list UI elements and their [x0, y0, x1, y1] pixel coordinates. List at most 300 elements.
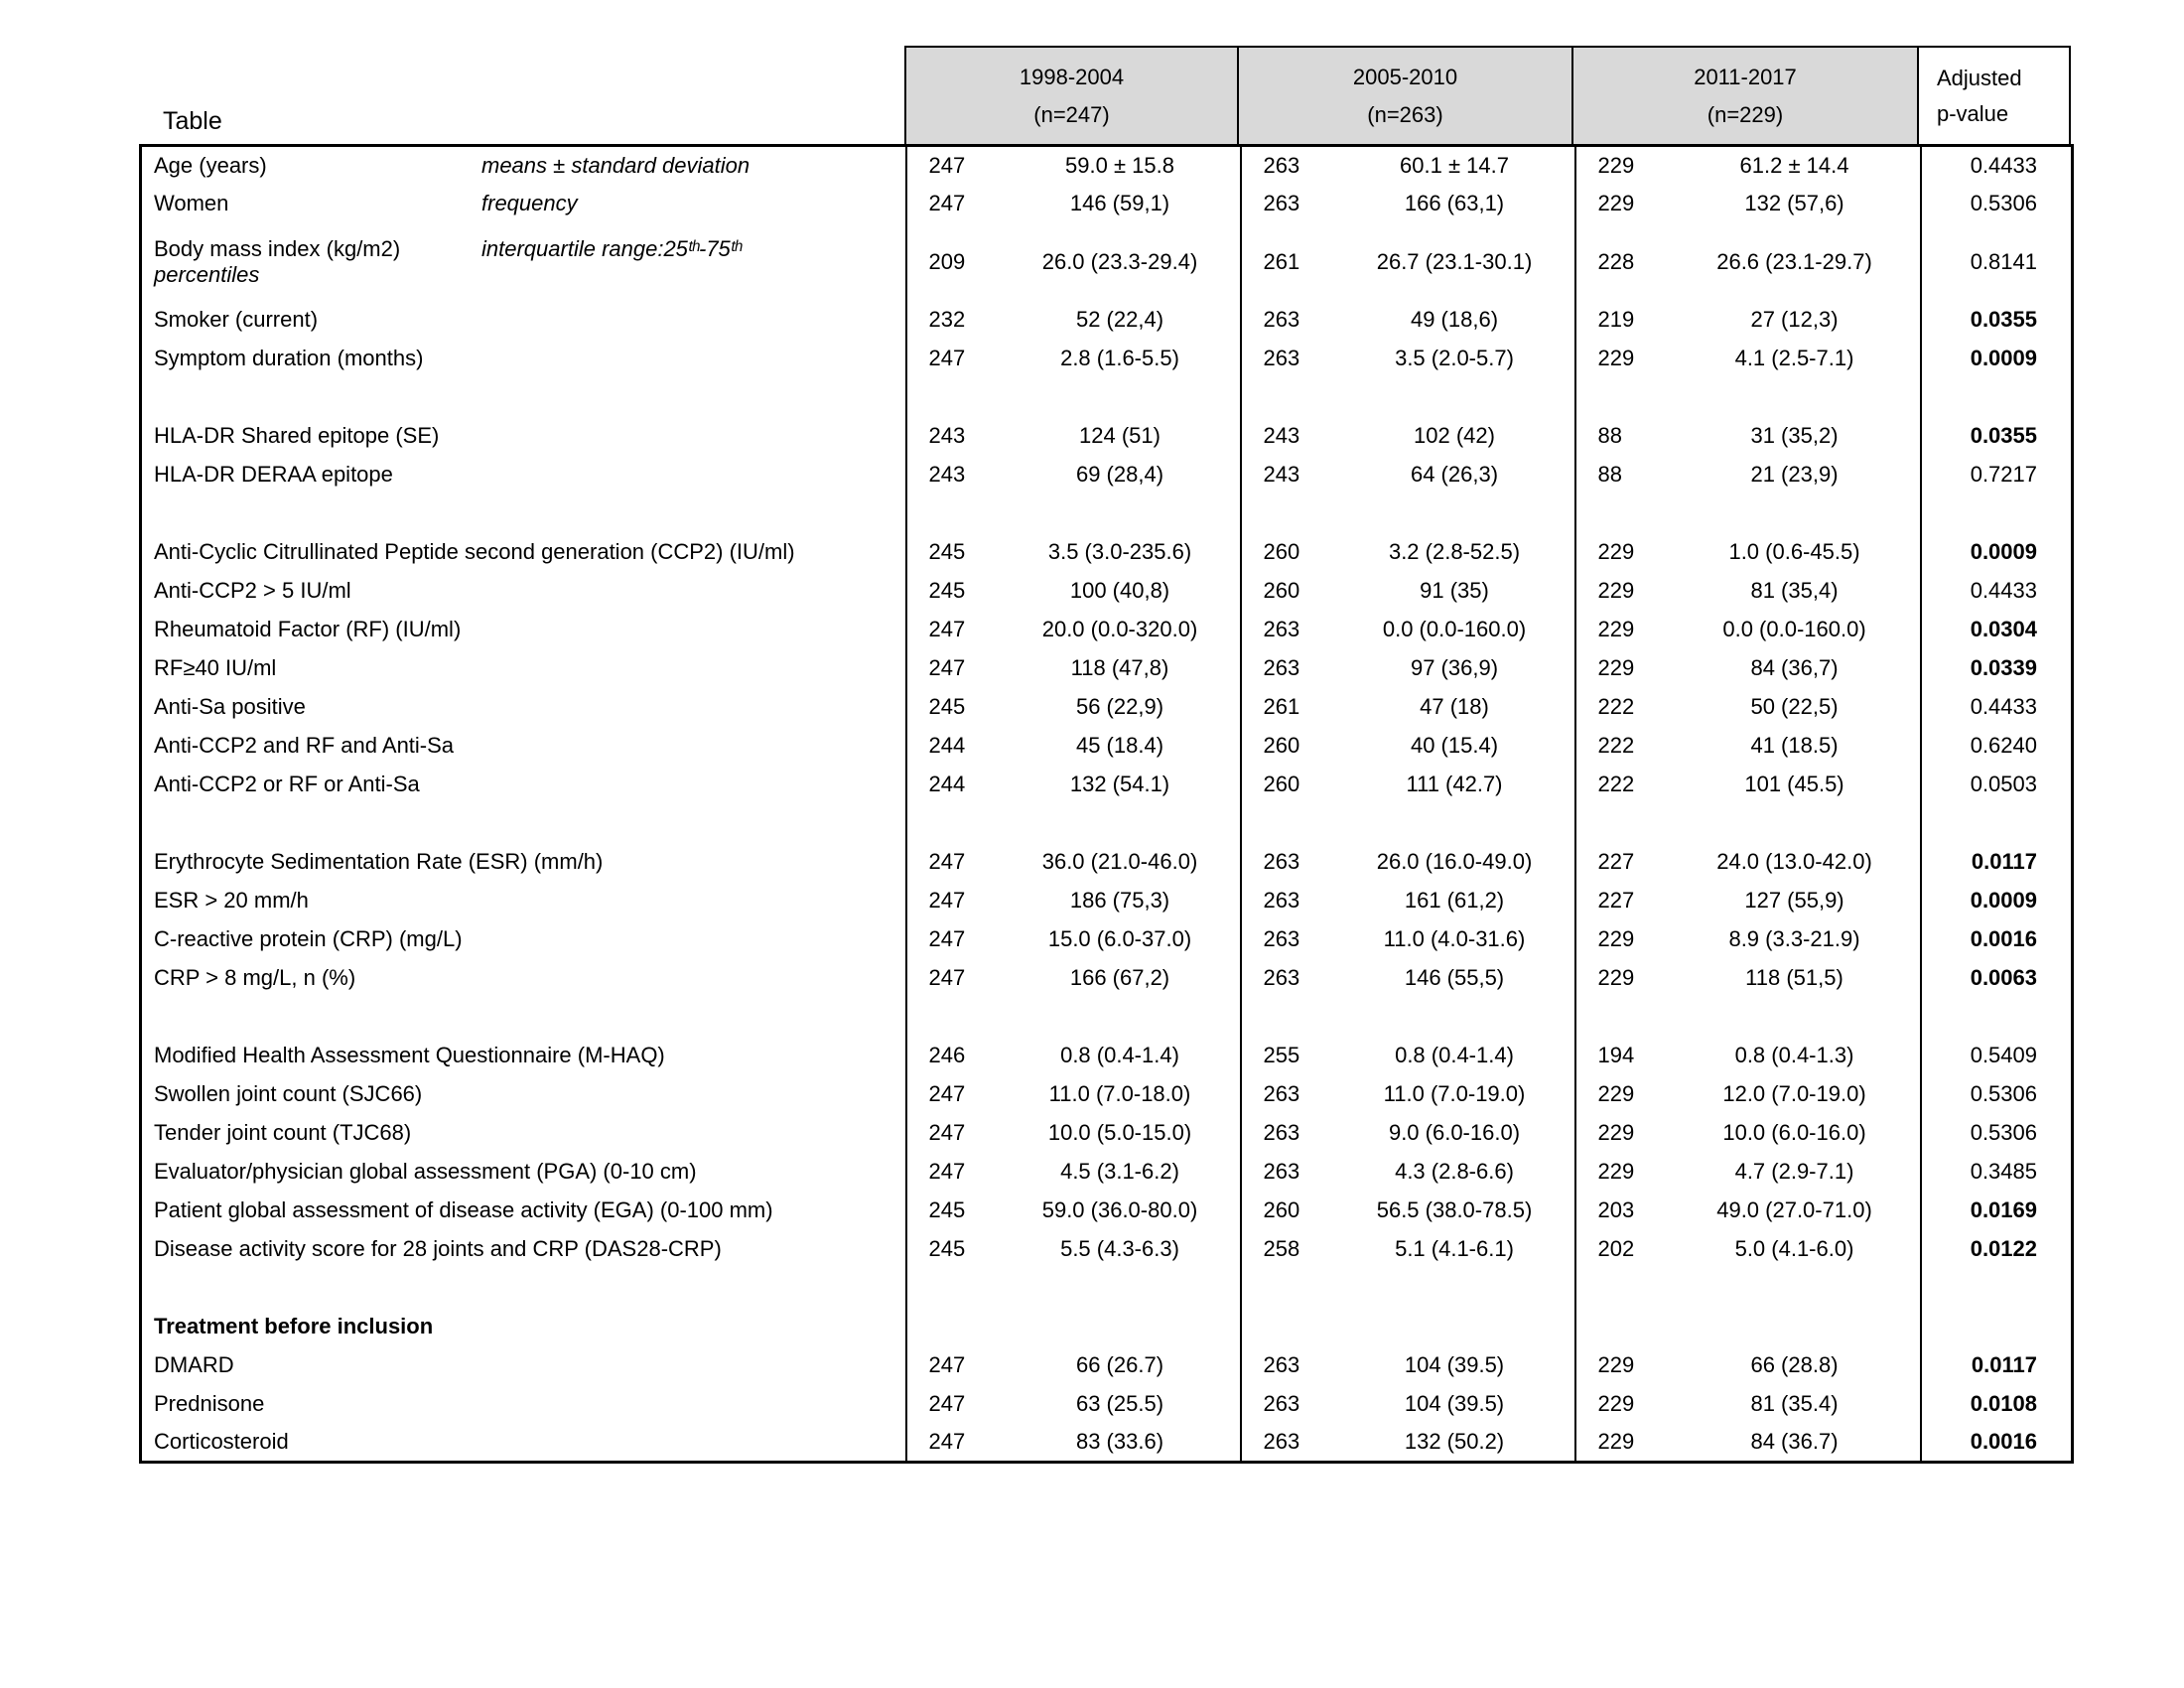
table-row — [141, 611, 2073, 649]
p-value-cell — [1921, 1269, 2073, 1308]
p-value-cell: 0.0122 — [1970, 1236, 2037, 1261]
p-value-cell — [1921, 378, 2073, 417]
value-cell: 127 (55,9) — [1670, 882, 1921, 920]
table-row — [141, 649, 2073, 688]
period-range: 2011-2017 — [1694, 64, 1797, 89]
value-cell: 101 (45.5) — [1670, 766, 1921, 804]
value-cell — [1335, 1308, 1575, 1346]
value-cell: 91 (35) — [1335, 572, 1575, 611]
n-count-cell: 194 — [1597, 1043, 1635, 1067]
n-count-cell — [1575, 804, 1670, 843]
n-count-cell: 88 — [1597, 423, 1622, 448]
n-count-cell — [1575, 378, 1670, 417]
n-count-cell: 244 — [928, 733, 966, 758]
n-count-cell — [1575, 494, 1670, 533]
row-label-cell — [141, 1153, 906, 1192]
spacer-row — [141, 1269, 2073, 1308]
n-count-cell: 243 — [928, 462, 966, 487]
value-cell — [1335, 494, 1575, 533]
table-row — [141, 223, 2073, 301]
value-cell — [1670, 998, 1921, 1037]
row-label-cell — [141, 1385, 906, 1424]
p-value-cell: 0.0117 — [1971, 849, 2037, 874]
value-cell: 83 (33.6) — [1001, 1424, 1241, 1463]
n-count-cell: 227 — [1597, 849, 1635, 874]
table-row — [141, 1075, 2073, 1114]
table-row — [141, 572, 2073, 611]
row-label: CRP > 8 mg/L, n (%) — [154, 965, 356, 990]
n-count-cell: 229 — [1597, 926, 1635, 951]
value-cell: 10.0 (6.0-16.0) — [1670, 1114, 1921, 1153]
value-cell — [1001, 494, 1241, 533]
n-count-cell: 260 — [1263, 772, 1300, 796]
value-cell: 3.2 (2.8-52.5) — [1335, 533, 1575, 572]
n-count-cell — [1575, 1269, 1670, 1308]
n-count-cell: 247 — [928, 152, 966, 178]
value-cell: 4.3 (2.8-6.6) — [1335, 1153, 1575, 1192]
period-n: (n=229) — [1706, 101, 1784, 127]
row-label: Anti-CCP2 > 5 IU/ml — [154, 578, 351, 603]
row-label-cell — [141, 1230, 906, 1269]
table-row — [141, 340, 2073, 378]
n-count-cell: 247 — [928, 1159, 966, 1184]
value-cell: 0.8 (0.4-1.3) — [1670, 1037, 1921, 1075]
value-cell: 11.0 (4.0-31.6) — [1335, 920, 1575, 959]
spacer-row — [141, 998, 2073, 1037]
value-cell: 4.1 (2.5-7.1) — [1670, 340, 1921, 378]
table-row — [141, 456, 2073, 494]
n-count-cell: 260 — [1263, 539, 1300, 564]
value-cell — [1670, 804, 1921, 843]
n-count-cell: 229 — [1597, 1081, 1635, 1106]
n-count-cell: 245 — [928, 539, 966, 564]
stat-descriptor: frequency — [481, 191, 578, 215]
row-label-cell — [141, 611, 906, 649]
p-value-cell: 0.4433 — [1970, 694, 2037, 719]
n-count-cell: 245 — [928, 578, 966, 603]
table-header — [139, 46, 2071, 144]
n-count-cell: 258 — [1263, 1236, 1300, 1261]
value-cell: 8.9 (3.3-21.9) — [1670, 920, 1921, 959]
n-count-cell: 229 — [1597, 578, 1635, 603]
n-count-cell: 260 — [1263, 733, 1300, 758]
value-cell: 56.5 (38.0-78.5) — [1335, 1192, 1575, 1230]
table-row — [141, 688, 2073, 727]
n-count-cell: 247 — [928, 617, 966, 641]
table-row — [141, 959, 2073, 998]
value-cell: 36.0 (21.0-46.0) — [1001, 843, 1241, 882]
row-label: RF≥40 IU/ml — [154, 655, 277, 680]
value-cell: 0.8 (0.4-1.4) — [1001, 1037, 1241, 1075]
period-n: (n=247) — [1033, 101, 1110, 127]
p-value-cell: 0.0339 — [1970, 655, 2037, 680]
row-label: Symptom duration (months) — [154, 346, 424, 370]
period-header-2011-2017 — [1573, 46, 1919, 144]
row-label-cell — [141, 1308, 906, 1346]
p-value-cell: 0.0063 — [1970, 965, 2037, 990]
row-label: HLA-DR Shared epitope (SE) — [154, 423, 440, 448]
value-cell: 1.0 (0.6-45.5) — [1670, 533, 1921, 572]
value-cell: 102 (42) — [1335, 417, 1575, 456]
n-count-cell: 209 — [928, 248, 966, 274]
period-header-2005-2010 — [1239, 46, 1573, 144]
value-cell: 81 (35,4) — [1670, 572, 1921, 611]
row-label: Age (years) — [154, 152, 267, 178]
row-label-cell — [141, 378, 906, 417]
value-cell: 146 (55,5) — [1335, 959, 1575, 998]
value-cell: 166 (67,2) — [1001, 959, 1241, 998]
p-value-cell: 0.0009 — [1970, 346, 2037, 370]
n-count-cell: 245 — [928, 1197, 966, 1222]
value-cell — [1670, 378, 1921, 417]
table-row — [141, 417, 2073, 456]
p-value-cell: 0.3485 — [1970, 1159, 2037, 1184]
p-value-cell: 0.0304 — [1970, 617, 2037, 641]
value-cell: 47 (18) — [1335, 688, 1575, 727]
row-label-cell — [141, 301, 906, 340]
n-count-cell: 263 — [1263, 888, 1300, 913]
stat-descriptor: interquartile range:25ᵗʰ-75ᵗʰ — [481, 235, 742, 261]
table-row — [141, 301, 2073, 340]
value-cell: 69 (28,4) — [1001, 456, 1241, 494]
row-label-cell — [141, 804, 906, 843]
value-cell — [1670, 1308, 1921, 1346]
row-label: Rheumatoid Factor (RF) (IU/ml) — [154, 617, 462, 641]
value-cell: 61.2 ± 14.4 — [1670, 146, 1921, 185]
row-label-cell — [141, 1424, 906, 1463]
value-cell — [1001, 804, 1241, 843]
pvalue-header-line1: Adjusted — [1937, 65, 2022, 90]
n-count-cell: 229 — [1597, 346, 1635, 370]
n-count-cell: 247 — [928, 926, 966, 951]
value-cell: 84 (36,7) — [1670, 649, 1921, 688]
value-cell: 97 (36,9) — [1335, 649, 1575, 688]
table-row — [141, 185, 2073, 223]
row-label: Anti-CCP2 or RF or Anti-Sa — [154, 772, 420, 796]
n-count-cell: 247 — [928, 1352, 966, 1377]
table-row — [141, 882, 2073, 920]
p-value-cell: 0.6240 — [1970, 733, 2037, 758]
row-label: Treatment before inclusion — [154, 1314, 434, 1338]
value-cell: 124 (51) — [1001, 417, 1241, 456]
section-row — [141, 1308, 2073, 1346]
n-count-cell: 263 — [1263, 655, 1300, 680]
n-count-cell: 222 — [1597, 772, 1635, 796]
value-cell — [1670, 494, 1921, 533]
row-label: Anti-CCP2 and RF and Anti-Sa — [154, 733, 455, 758]
p-value-cell — [1921, 494, 2073, 533]
n-count-cell: 229 — [1597, 1391, 1635, 1416]
row-label: Corticosteroid — [154, 1429, 289, 1455]
value-cell: 5.0 (4.1-6.0) — [1670, 1230, 1921, 1269]
value-cell: 24.0 (13.0-42.0) — [1670, 843, 1921, 882]
row-label: Smoker (current) — [154, 307, 319, 332]
p-value-cell: 0.7217 — [1970, 462, 2037, 487]
row-label: Evaluator/physician global assessment (PGA) (0-10 cm) — [154, 1159, 697, 1184]
n-count-cell: 228 — [1597, 248, 1635, 274]
row-label: Women — [154, 191, 229, 215]
p-value-cell: 0.5306 — [1970, 1081, 2037, 1106]
value-cell: 118 (47,8) — [1001, 649, 1241, 688]
p-value-cell: 0.0009 — [1970, 888, 2037, 913]
value-cell: 15.0 (6.0-37.0) — [1001, 920, 1241, 959]
row-label: Swollen joint count (SJC66) — [154, 1081, 423, 1106]
n-count-cell: 229 — [1597, 152, 1635, 178]
n-count-cell: 263 — [1263, 1120, 1300, 1145]
row-label-cell — [141, 688, 906, 727]
p-value-cell: 0.0169 — [1970, 1197, 2037, 1222]
table-title: Table — [163, 107, 222, 135]
value-cell: 12.0 (7.0-19.0) — [1670, 1075, 1921, 1114]
row-label-cell — [141, 1192, 906, 1230]
value-cell: 104 (39.5) — [1335, 1385, 1575, 1424]
table-row — [141, 533, 2073, 572]
value-cell: 56 (22,9) — [1001, 688, 1241, 727]
row-label: DMARD — [154, 1352, 234, 1377]
value-cell: 132 (54.1) — [1001, 766, 1241, 804]
row-label-cell — [141, 1269, 906, 1308]
n-count-cell: 247 — [928, 1081, 966, 1106]
row-label: HLA-DR DERAA epitope — [154, 462, 393, 487]
row-label-cell — [141, 572, 906, 611]
n-count-cell: 229 — [1597, 655, 1635, 680]
row-label-cell — [141, 843, 906, 882]
n-count-cell: 247 — [928, 965, 966, 990]
table-row — [141, 920, 2073, 959]
n-count-cell: 244 — [928, 772, 966, 796]
n-count-cell — [906, 494, 1001, 533]
n-count-cell: 263 — [1263, 1159, 1300, 1184]
value-cell: 63 (25.5) — [1001, 1385, 1241, 1424]
spacer-row — [141, 378, 2073, 417]
n-count-cell: 227 — [1597, 888, 1635, 913]
n-count-cell: 222 — [1597, 733, 1635, 758]
value-cell: 2.8 (1.6-5.5) — [1001, 340, 1241, 378]
p-value-cell: 0.0355 — [1970, 307, 2037, 332]
value-cell — [1335, 378, 1575, 417]
row-label-cell — [141, 417, 906, 456]
n-count-cell: 243 — [1263, 462, 1300, 487]
n-count-cell — [1575, 998, 1670, 1037]
table-row — [141, 1037, 2073, 1075]
n-count-cell — [906, 378, 1001, 417]
period-header-1998-2004 — [904, 46, 1239, 144]
row-label-cell — [141, 959, 906, 998]
p-value-cell — [1921, 1308, 2073, 1346]
row-label-cell — [141, 494, 906, 533]
n-count-cell: 263 — [1263, 346, 1300, 370]
value-cell — [1001, 378, 1241, 417]
row-label: Prednisone — [154, 1391, 265, 1416]
row-label: Body mass index (kg/m2) — [154, 235, 401, 261]
p-value-cell: 0.5306 — [1970, 191, 2037, 215]
table-row — [141, 1153, 2073, 1192]
n-count-cell — [1241, 804, 1335, 843]
n-count-cell: 222 — [1597, 694, 1635, 719]
n-count-cell: 203 — [1597, 1197, 1635, 1222]
period-range: 1998-2004 — [1019, 64, 1125, 89]
p-value-cell: 0.0108 — [1970, 1391, 2037, 1416]
n-count-cell: 255 — [1263, 1043, 1300, 1067]
n-count-cell: 88 — [1597, 462, 1622, 487]
n-count-cell: 243 — [1263, 423, 1300, 448]
n-count-cell — [906, 804, 1001, 843]
value-cell: 3.5 (2.0-5.7) — [1335, 340, 1575, 378]
row-label-cell — [141, 882, 906, 920]
n-count-cell: 229 — [1597, 539, 1635, 564]
p-value-cell: 0.0016 — [1970, 926, 2037, 951]
p-value-cell — [1921, 998, 2073, 1037]
value-cell: 5.1 (4.1-6.1) — [1335, 1230, 1575, 1269]
value-cell: 146 (59,1) — [1001, 185, 1241, 223]
n-count-cell: 245 — [928, 694, 966, 719]
value-cell: 118 (51,5) — [1670, 959, 1921, 998]
p-value-cell: 0.0355 — [1970, 423, 2037, 448]
row-label-cell — [141, 1114, 906, 1153]
p-value-cell: 0.4433 — [1970, 152, 2037, 178]
p-value-cell: 0.0009 — [1970, 539, 2037, 564]
row-label-cell — [141, 1346, 906, 1385]
n-count-cell: 261 — [1263, 248, 1300, 274]
n-count-cell: 246 — [928, 1043, 966, 1067]
value-cell: 21 (23,9) — [1670, 456, 1921, 494]
n-count-cell: 247 — [928, 346, 966, 370]
pvalue-column-header — [1919, 46, 2071, 144]
n-count-cell — [906, 998, 1001, 1037]
p-value-cell: 0.0117 — [1971, 1352, 2037, 1377]
n-count-cell: 247 — [928, 1391, 966, 1416]
value-cell: 26.0 (23.3-29.4) — [1001, 223, 1241, 301]
value-cell — [1670, 1269, 1921, 1308]
n-count-cell — [906, 1308, 1001, 1346]
value-cell: 26.7 (23.1-30.1) — [1335, 223, 1575, 301]
n-count-cell — [1241, 1308, 1335, 1346]
value-cell: 20.0 (0.0-320.0) — [1001, 611, 1241, 649]
value-cell — [1335, 804, 1575, 843]
row-label: Tender joint count (TJC68) — [154, 1120, 412, 1145]
p-value-cell: 0.5409 — [1970, 1043, 2037, 1067]
value-cell: 3.5 (3.0-235.6) — [1001, 533, 1241, 572]
value-cell: 84 (36.7) — [1670, 1424, 1921, 1463]
value-cell: 11.0 (7.0-18.0) — [1001, 1075, 1241, 1114]
n-count-cell: 229 — [1597, 191, 1635, 215]
value-cell: 45 (18.4) — [1001, 727, 1241, 766]
value-cell: 10.0 (5.0-15.0) — [1001, 1114, 1241, 1153]
value-cell: 9.0 (6.0-16.0) — [1335, 1114, 1575, 1153]
n-count-cell: 229 — [1597, 617, 1635, 641]
spacer-row — [141, 494, 2073, 533]
n-count-cell: 247 — [928, 191, 966, 215]
n-count-cell: 263 — [1263, 965, 1300, 990]
value-cell: 132 (57,6) — [1670, 185, 1921, 223]
n-count-cell: 263 — [1263, 849, 1300, 874]
row-label-cell — [141, 340, 906, 378]
row-label: ESR > 20 mm/h — [154, 888, 309, 913]
row-label-cell — [141, 920, 906, 959]
value-cell: 166 (63,1) — [1335, 185, 1575, 223]
n-count-cell: 247 — [928, 1120, 966, 1145]
value-cell: 161 (61,2) — [1335, 882, 1575, 920]
table-row — [141, 1114, 2073, 1153]
row-label: Patient global assessment of disease activity (EGA) (0-100 mm) — [154, 1197, 773, 1222]
value-cell: 49.0 (27.0-71.0) — [1670, 1192, 1921, 1230]
row-label-cell — [141, 766, 906, 804]
value-cell: 41 (18.5) — [1670, 727, 1921, 766]
n-count-cell: 247 — [928, 849, 966, 874]
row-label: Anti-Cyclic Citrullinated Peptide second generation (CCP2) (IU/ml) — [154, 539, 795, 564]
n-count-cell: 263 — [1263, 307, 1300, 332]
value-cell: 0.0 (0.0-160.0) — [1670, 611, 1921, 649]
value-cell: 100 (40,8) — [1001, 572, 1241, 611]
value-cell: 4.7 (2.9-7.1) — [1670, 1153, 1921, 1192]
n-count-cell — [1241, 998, 1335, 1037]
period-range: 2005-2010 — [1352, 64, 1458, 89]
value-cell: 81 (35.4) — [1670, 1385, 1921, 1424]
n-count-cell: 263 — [1263, 152, 1300, 178]
table-row — [141, 146, 2073, 185]
value-cell: 59.0 ± 15.8 — [1001, 146, 1241, 185]
n-count-cell: 243 — [928, 423, 966, 448]
stat-descriptor: means ± standard deviation — [481, 152, 751, 178]
row-label-cell — [141, 1075, 906, 1114]
table-row — [141, 1230, 2073, 1269]
table-row — [141, 1346, 2073, 1385]
value-cell: 64 (26,3) — [1335, 456, 1575, 494]
value-cell: 66 (28.8) — [1670, 1346, 1921, 1385]
period-n: (n=263) — [1367, 101, 1443, 127]
value-cell: 26.0 (16.0-49.0) — [1335, 843, 1575, 882]
n-count-cell: 232 — [928, 307, 966, 332]
n-count-cell — [1241, 494, 1335, 533]
n-count-cell: 263 — [1263, 191, 1300, 215]
n-count-cell: 263 — [1263, 1391, 1300, 1416]
value-cell: 4.5 (3.1-6.2) — [1001, 1153, 1241, 1192]
p-value-cell: 0.0503 — [1970, 772, 2037, 796]
row-label: Disease activity score for 28 joints and CRP (DAS28-CRP) — [154, 1236, 722, 1261]
value-cell — [1001, 998, 1241, 1037]
row-label: Anti-Sa positive — [154, 694, 306, 719]
table-row — [141, 766, 2073, 804]
value-cell: 27 (12,3) — [1670, 301, 1921, 340]
p-value-cell: 0.5306 — [1970, 1120, 2037, 1145]
n-count-cell: 263 — [1263, 926, 1300, 951]
n-count-cell: 263 — [1263, 617, 1300, 641]
value-cell: 49 (18,6) — [1335, 301, 1575, 340]
n-count-cell: 263 — [1263, 1352, 1300, 1377]
value-cell: 104 (39.5) — [1335, 1346, 1575, 1385]
pvalue-header-line2: p-value — [1937, 100, 2009, 126]
n-count-cell: 260 — [1263, 1197, 1300, 1222]
table-row — [141, 843, 2073, 882]
value-cell: 11.0 (7.0-19.0) — [1335, 1075, 1575, 1114]
row-label-cell — [141, 223, 906, 301]
value-cell: 0.0 (0.0-160.0) — [1335, 611, 1575, 649]
table-row — [141, 1424, 2073, 1463]
value-cell — [1001, 1308, 1241, 1346]
row-label-cell — [141, 1037, 906, 1075]
value-cell: 52 (22,4) — [1001, 301, 1241, 340]
n-count-cell: 263 — [1263, 1429, 1300, 1455]
value-cell: 31 (35,2) — [1670, 417, 1921, 456]
value-cell: 66 (26.7) — [1001, 1346, 1241, 1385]
n-count-cell — [906, 1269, 1001, 1308]
value-cell: 186 (75,3) — [1001, 882, 1241, 920]
n-count-cell: 263 — [1263, 1081, 1300, 1106]
row-label-cell — [141, 146, 906, 185]
n-count-cell: 229 — [1597, 1352, 1635, 1377]
value-cell: 132 (50.2) — [1335, 1424, 1575, 1463]
spacer-row — [141, 804, 2073, 843]
